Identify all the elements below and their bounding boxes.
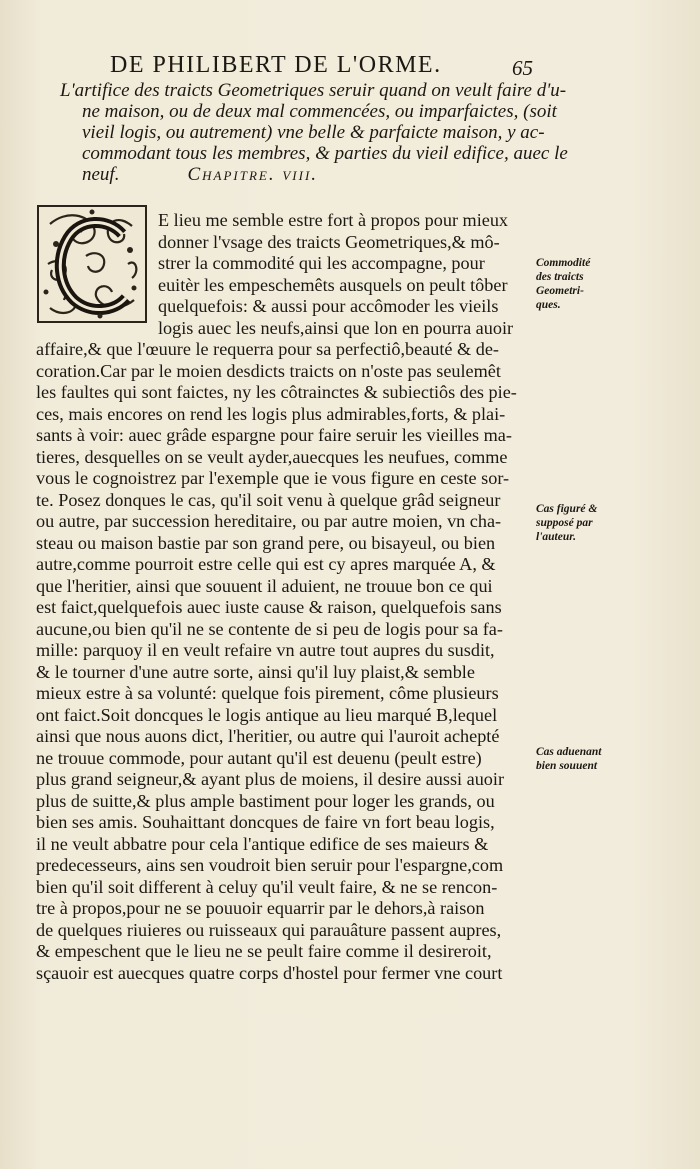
body-line: autre,comme pourroit estre celle qui est cy apres marquée A, &: [36, 554, 496, 574]
body-line: mille: parquoy il en veult refaire vn autre tout aupres du susdit,: [36, 640, 495, 660]
body-line: est faict,quelquefois auec iuste cause & raison, quelquefois sans: [36, 597, 502, 617]
chapter-heading: [60, 80, 568, 185]
margin-note-line: Geometri-: [536, 285, 584, 297]
margin-note-line: supposé par: [536, 517, 593, 529]
heading-line: commodant tous les membres, & parties du vieil edifice, auec le: [82, 143, 568, 164]
body-line: & empeschent que le lieu ne se peult faire comme il desireroit,: [36, 941, 492, 961]
body-line: ces, mais encores on rend les logis plus admirables,forts, & plai-: [36, 403, 506, 424]
body-line: strer la commodité qui les accompagne, pour: [158, 253, 485, 273]
body-line: ont faict.Soit doncques le logis antique au lieu marqué B,lequel: [36, 704, 498, 725]
margin-note-line: des traicts: [536, 271, 584, 283]
margin-note-line: l'auteur.: [536, 531, 576, 543]
body-line: sants à voir: auec grâde espargne pour faire seruir les vieilles ma-: [36, 425, 512, 445]
body-line: tre à propos,pour ne se pouuoir equarrir par le dehors,à raison: [36, 898, 485, 918]
body-line: plus grand seigneur,& ayant plus de moiens, il desire aussi auoir: [36, 769, 505, 789]
margin-note-cas-figure: [536, 502, 626, 544]
body-line: & le tourner d'une autre sorte, ainsi qu'il luy plaist,& semble: [36, 661, 475, 682]
body-line: de quelques riuieres ou ruisseaux qui parauâture passent aupres,: [36, 919, 502, 940]
body-line: ne trouue commode, pour autant qu'il est deuenu (peult estre): [36, 747, 482, 768]
body-line: logis auec les neufs,ainsi que lon en pourra auoir: [158, 317, 514, 338]
margin-note-line: Cas figuré &: [536, 503, 598, 515]
body-line: predecesseurs, ains sen voudroit bien seruir pour l'espargne,com: [36, 855, 504, 875]
body-line: aucune,ou bien qu'il ne se contente de si peu de logis pour sa fa-: [36, 618, 503, 639]
body-line: bien qu'il soit different à celuy qu'il veult faire, & ne se rencon-: [36, 876, 498, 897]
body-line: te. Posez donques le cas, qu'il soit venu à quelque grâd seigneur: [36, 489, 501, 510]
heading-line: vieil logis, ou autrement) vne belle & parfaicte maison, y ac-: [82, 122, 545, 143]
body-line: ainsi que nous auons dict, l'heritier, ou autre qui l'auroit achepté: [36, 726, 500, 746]
body-line: tieres, desquelles on se veult ayder,auecques les neufues, comme: [36, 446, 508, 467]
body-line: il ne veult abbatre pour cela l'antique edifice de ses maieurs &: [36, 833, 489, 854]
body-line: mieux estre à sa volunté: quelque fois pirement, côme plusieurs: [36, 683, 499, 703]
margin-note-line: Commodité: [536, 257, 591, 269]
body-line: plus de suitte,& plus ample bastiment pour loger les grands, ou: [36, 790, 495, 811]
body-line: donner l'vsage des traicts Geometriques,& mô-: [158, 231, 500, 252]
body-line: coration.Car par le moien desdicts traicts on n'oste pas seulemêt: [36, 360, 501, 381]
margin-note-cas-aduenant: [536, 745, 626, 773]
body-line: ou autre, par succession hereditaire, ou par autre moien, vn cha-: [36, 511, 502, 531]
body-text: [36, 210, 530, 984]
body-line: E lieu me semble estre fort à propos pour mieux: [158, 210, 509, 230]
body-line: vous le cognoistrez par l'exemple que ie vous figure en ceste sor-: [36, 468, 510, 488]
margin-note-line: ques.: [536, 299, 561, 311]
heading-line: L'artifice des traicts Geometriques seruir quand on veult faire d'u-: [60, 80, 567, 101]
chapter-label: Chapitre. viii.: [187, 164, 319, 185]
heading-line-last: [60, 164, 538, 185]
running-head: DE PHILIBERT DE L'ORME.: [110, 52, 442, 78]
body-line: steau ou maison bastie par son grand pere, ou bisayeul, ou bien: [36, 532, 496, 553]
body-line: euitèr les empeschemêts ausquels on peult tôber: [158, 274, 508, 295]
page-number: 65: [512, 56, 533, 80]
margin-note-line: Cas aduenant: [536, 746, 602, 758]
body-line: affaire,& que l'œuure le requerra pour sa perfectiô,beauté & de-: [36, 339, 499, 359]
body-line: que l'heritier, ainsi que souuent il aduient, ne trouue bon ce qui: [36, 575, 493, 596]
margin-note-line: bien souuent: [536, 760, 598, 772]
body-line: les faultes qui sont faictes, ny les côtrainctes & subiectiôs des pie-: [36, 382, 517, 402]
heading-last-word: neuf.: [82, 164, 120, 185]
body-line: bien ses amis. Souhaittant doncques de faire vn fort beau logis,: [36, 812, 495, 832]
body-line: sçauoir est auecques quatre corps d'hostel pour fermer vne court: [36, 962, 503, 983]
margin-note-commodite: [536, 256, 626, 312]
heading-line: ne maison, ou de deux mal commencées, ou imparfaictes, (soit: [82, 101, 557, 122]
body-line: quelquefois: & aussi pour accômoder les vieils: [158, 296, 499, 316]
